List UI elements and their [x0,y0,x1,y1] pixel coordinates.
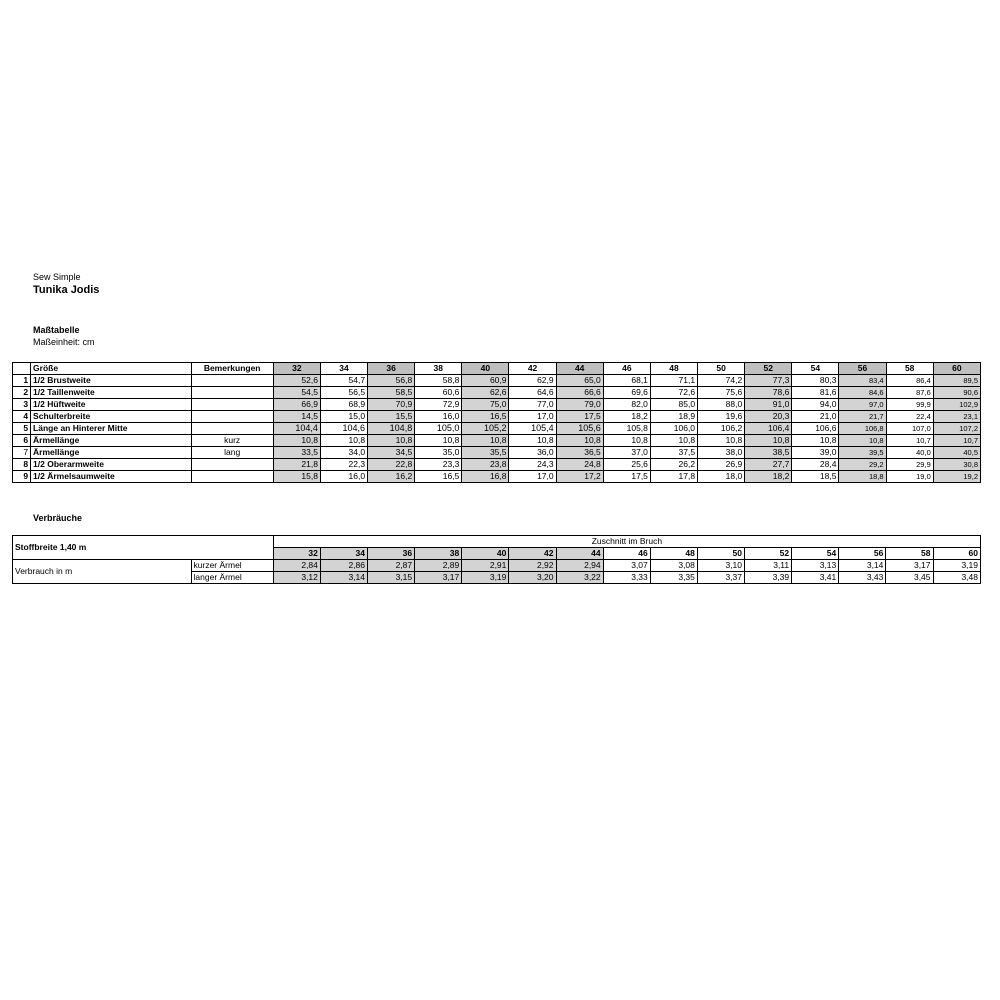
header-size-42: 42 [509,363,556,375]
value-cell: 80,3 [792,375,839,387]
value-cell: 90,6 [933,387,980,399]
row-remark [191,387,273,399]
value-cell: 15,5 [368,411,415,423]
value-cell: 10,8 [368,435,415,447]
consumption-value: 2,87 [368,560,415,572]
value-cell: 105,4 [509,423,556,435]
header-nr-cell [13,363,31,375]
value-cell: 65,0 [556,375,603,387]
value-cell: 22,3 [320,459,367,471]
row-remark [191,375,273,387]
value-cell: 26,2 [650,459,697,471]
consumption-value: 2,91 [462,560,509,572]
header-size-32: 32 [273,363,320,375]
consumption-value: 3,08 [650,560,697,572]
value-cell: 37,0 [603,447,650,459]
header-size-50: 50 [698,363,745,375]
consumption-size-34: 34 [320,548,367,560]
header-size-38: 38 [415,363,462,375]
value-cell: 15,8 [273,471,320,483]
value-cell: 10,8 [698,435,745,447]
value-cell: 10,8 [792,435,839,447]
value-cell: 10,8 [839,435,886,447]
row-number: 9 [13,471,31,483]
value-cell: 71,1 [650,375,697,387]
consumption-value: 2,86 [320,560,367,572]
consumption-size-48: 48 [650,548,697,560]
value-cell: 18,2 [603,411,650,423]
value-cell: 10,8 [745,435,792,447]
value-cell: 27,7 [745,459,792,471]
value-cell: 40,5 [933,447,980,459]
value-cell: 81,6 [792,387,839,399]
value-cell: 10,8 [415,435,462,447]
value-cell: 10,8 [462,435,509,447]
consumption-top-row [13,536,981,548]
value-cell: 35,0 [415,447,462,459]
value-cell: 72,6 [650,387,697,399]
value-cell: 17,8 [650,471,697,483]
value-cell: 77,3 [745,375,792,387]
consumption-row-label: Verbrauch in m [13,560,192,584]
row-number: 5 [13,423,31,435]
value-cell: 54,5 [273,387,320,399]
consumption-size-58: 58 [886,548,933,560]
consumption-size-38: 38 [415,548,462,560]
header-size-44: 44 [556,363,603,375]
value-cell: 17,5 [603,471,650,483]
value-cell: 23,8 [462,459,509,471]
value-cell: 39,5 [839,447,886,459]
row-remark [191,423,273,435]
value-cell: 107,0 [886,423,933,435]
consumption-value: 3,17 [886,560,933,572]
measure-row [13,423,981,435]
value-cell: 104,4 [273,423,320,435]
measure-row [13,399,981,411]
header-size-48: 48 [650,363,697,375]
row-label: 1/2 Ärmelsaumweite [31,471,191,483]
row-label: Schulterbreite [31,411,191,423]
header-size-54: 54 [792,363,839,375]
consumption-value: 3,12 [273,572,320,584]
consumption-value: 3,14 [320,572,367,584]
row-number: 1 [13,375,31,387]
value-cell: 22,4 [886,411,933,423]
consumption-value: 3,22 [556,572,603,584]
consumption-value: 2,94 [556,560,603,572]
value-cell: 10,7 [886,435,933,447]
value-cell: 106,0 [650,423,697,435]
value-cell: 18,9 [650,411,697,423]
consumption-variant: langer Ärmel [191,572,273,584]
consumption-value: 3,45 [886,572,933,584]
value-cell: 33,5 [273,447,320,459]
value-cell: 38,0 [698,447,745,459]
consumption-value: 2,89 [415,560,462,572]
row-label: 1/2 Taillenweite [31,387,191,399]
value-cell: 29,9 [886,459,933,471]
value-cell: 17,2 [556,471,603,483]
value-cell: 38,5 [745,447,792,459]
consumption-row [13,560,981,572]
value-cell: 106,8 [839,423,886,435]
header-size-40: 40 [462,363,509,375]
row-remark: lang [191,447,273,459]
consumption-size-60: 60 [933,548,980,560]
row-remark [191,471,273,483]
consumption-value: 2,84 [273,560,320,572]
consumption-value: 3,41 [792,572,839,584]
value-cell: 105,6 [556,423,603,435]
value-cell: 36,5 [556,447,603,459]
value-cell: 29,2 [839,459,886,471]
consumption-size-50: 50 [697,548,744,560]
header-size-36: 36 [368,363,415,375]
value-cell: 60,9 [462,375,509,387]
consumption-section-title: Verbräuche [33,513,83,523]
header-size-58: 58 [886,363,933,375]
consumption-size-44: 44 [556,548,603,560]
measure-header-row [13,363,981,375]
header-bemerkungen: Bemerkungen [191,363,273,375]
consumption-value: 3,14 [839,560,886,572]
consumption-value: 3,10 [697,560,744,572]
value-cell: 105,8 [603,423,650,435]
row-label: 1/2 Hüftweite [31,399,191,411]
row-label: Länge an Hinterer Mitte [31,423,191,435]
row-number: 6 [13,435,31,447]
value-cell: 56,5 [320,387,367,399]
value-cell: 16,5 [462,411,509,423]
value-cell: 35,5 [462,447,509,459]
value-cell: 16,5 [415,471,462,483]
header-size-56: 56 [839,363,886,375]
consumption-size-32: 32 [273,548,320,560]
value-cell: 36,0 [509,447,556,459]
value-cell: 24,3 [509,459,556,471]
value-cell: 75,6 [698,387,745,399]
value-cell: 56,8 [368,375,415,387]
value-cell: 84,6 [839,387,886,399]
row-number: 8 [13,459,31,471]
value-cell: 40,0 [886,447,933,459]
measure-row [13,387,981,399]
value-cell: 106,2 [698,423,745,435]
header-size-34: 34 [320,363,367,375]
value-cell: 10,7 [933,435,980,447]
consumption-size-56: 56 [839,548,886,560]
value-cell: 17,0 [509,411,556,423]
value-cell: 25,6 [603,459,650,471]
value-cell: 102,9 [933,399,980,411]
value-cell: 58,8 [415,375,462,387]
value-cell: 104,6 [320,423,367,435]
row-remark: kurz [191,435,273,447]
value-cell: 69,6 [603,387,650,399]
measure-row [13,411,981,423]
value-cell: 107,2 [933,423,980,435]
value-cell: 17,5 [556,411,603,423]
consumption-value: 3,43 [839,572,886,584]
header-size-52: 52 [745,363,792,375]
value-cell: 94,0 [792,399,839,411]
value-cell: 105,0 [415,423,462,435]
value-cell: 89,5 [933,375,980,387]
consumption-value: 3,19 [462,572,509,584]
value-cell: 24,8 [556,459,603,471]
value-cell: 17,0 [509,471,556,483]
consumption-value: 2,92 [509,560,556,572]
value-cell: 18,0 [698,471,745,483]
row-label: 1/2 Brustweite [31,375,191,387]
value-cell: 34,0 [320,447,367,459]
value-cell: 97,0 [839,399,886,411]
measure-row [13,435,981,447]
row-remark [191,459,273,471]
value-cell: 10,8 [556,435,603,447]
measure-row [13,375,981,387]
value-cell: 19,2 [933,471,980,483]
consumption-value: 3,48 [933,572,980,584]
header-size-46: 46 [603,363,650,375]
value-cell: 16,8 [462,471,509,483]
value-cell: 23,3 [415,459,462,471]
document-title: Tunika Jodis [33,284,100,296]
value-cell: 105,2 [462,423,509,435]
consumption-size-54: 54 [792,548,839,560]
consumption-size-36: 36 [368,548,415,560]
measure-row [13,459,981,471]
consumption-value: 3,39 [745,572,792,584]
measure-unit-label: Maßeinheit: cm [33,337,95,347]
consumption-size-46: 46 [603,548,650,560]
cut-note: Zuschnitt im Bruch [273,536,980,548]
value-cell: 60,6 [415,387,462,399]
value-cell: 70,9 [368,399,415,411]
consumption-value: 3,35 [650,572,697,584]
value-cell: 10,8 [509,435,556,447]
consumption-size-40: 40 [462,548,509,560]
value-cell: 58,5 [368,387,415,399]
value-cell: 10,8 [273,435,320,447]
value-cell: 79,0 [556,399,603,411]
value-cell: 91,0 [745,399,792,411]
consumption-value: 3,11 [745,560,792,572]
row-remark [191,399,273,411]
measurement-table [12,362,981,483]
value-cell: 34,5 [368,447,415,459]
value-cell: 68,9 [320,399,367,411]
value-cell: 99,9 [886,399,933,411]
value-cell: 106,6 [792,423,839,435]
value-cell: 39,0 [792,447,839,459]
value-cell: 22,8 [368,459,415,471]
consumption-value: 3,17 [415,572,462,584]
value-cell: 18,5 [792,471,839,483]
row-label: Ärmellänge [31,435,191,447]
value-cell: 37,5 [650,447,697,459]
value-cell: 16,0 [415,411,462,423]
value-cell: 83,4 [839,375,886,387]
row-label: 1/2 Oberarmweite [31,459,191,471]
value-cell: 104,8 [368,423,415,435]
value-cell: 30,8 [933,459,980,471]
value-cell: 87,6 [886,387,933,399]
value-cell: 21,7 [839,411,886,423]
value-cell: 88,0 [698,399,745,411]
row-number: 7 [13,447,31,459]
brand-name: Sew Simple [33,272,81,282]
value-cell: 21,8 [273,459,320,471]
value-cell: 18,8 [839,471,886,483]
value-cell: 66,9 [273,399,320,411]
value-cell: 78,6 [745,387,792,399]
value-cell: 15,0 [320,411,367,423]
consumption-size-52: 52 [745,548,792,560]
value-cell: 54,7 [320,375,367,387]
measure-row [13,447,981,459]
fabric-width-label: Stoffbreite 1,40 m [13,536,274,560]
row-remark [191,411,273,423]
value-cell: 10,8 [603,435,650,447]
value-cell: 66,6 [556,387,603,399]
value-cell: 86,4 [886,375,933,387]
value-cell: 28,4 [792,459,839,471]
value-cell: 68,1 [603,375,650,387]
consumption-size-42: 42 [509,548,556,560]
value-cell: 72,9 [415,399,462,411]
value-cell: 82,0 [603,399,650,411]
value-cell: 10,8 [650,435,697,447]
value-cell: 74,2 [698,375,745,387]
value-cell: 16,0 [320,471,367,483]
consumption-value: 3,37 [697,572,744,584]
value-cell: 10,8 [320,435,367,447]
value-cell: 26,9 [698,459,745,471]
value-cell: 85,0 [650,399,697,411]
value-cell: 19,0 [886,471,933,483]
value-cell: 106,4 [745,423,792,435]
row-number: 2 [13,387,31,399]
consumption-table [12,535,981,584]
consumption-variant: kurzer Ärmel [191,560,273,572]
value-cell: 64,6 [509,387,556,399]
header-size-60: 60 [933,363,980,375]
value-cell: 21,0 [792,411,839,423]
value-cell: 18,2 [745,471,792,483]
measure-section-title: Maßtabelle [33,325,80,335]
value-cell: 52,6 [273,375,320,387]
consumption-value: 3,07 [603,560,650,572]
consumption-value: 3,33 [603,572,650,584]
value-cell: 23,1 [933,411,980,423]
value-cell: 14,5 [273,411,320,423]
measure-row [13,471,981,483]
value-cell: 77,0 [509,399,556,411]
row-number: 4 [13,411,31,423]
row-number: 3 [13,399,31,411]
value-cell: 75,0 [462,399,509,411]
value-cell: 62,9 [509,375,556,387]
consumption-value: 3,19 [933,560,980,572]
row-label: Ärmellänge [31,447,191,459]
consumption-value: 3,15 [368,572,415,584]
consumption-value: 3,20 [509,572,556,584]
value-cell: 62,6 [462,387,509,399]
value-cell: 16,2 [368,471,415,483]
value-cell: 19,6 [698,411,745,423]
consumption-value: 3,13 [792,560,839,572]
header-groesse: Größe [31,363,191,375]
value-cell: 20,3 [745,411,792,423]
